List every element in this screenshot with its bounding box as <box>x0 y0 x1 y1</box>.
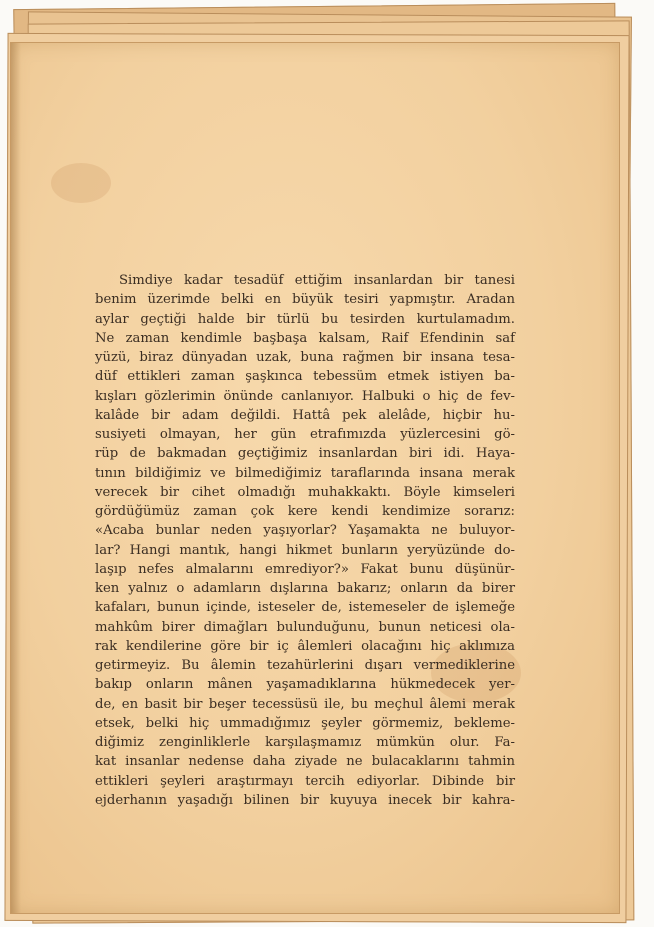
text-line: laşıp nefes almalarını emrediyor?» Fakat bunu düşünür- <box>95 561 515 577</box>
text-line: getirmeyiz. Bu âlemin tezahürlerini dışarı vermediklerine <box>95 658 515 673</box>
text-line: susiyeti olmayan, her gün etrafımızda yüzlercesini gö- <box>95 427 515 442</box>
text-line: etsek, belki hiç ummadığımız şeyler görmemiz, bekleme- <box>95 715 515 731</box>
text-line: aylar geçtiği halde bir türlü bu tesirden kurtulamadım. <box>95 311 515 327</box>
text-line: ken yalnız o adamların dışlarına bakarız; onların da birer <box>95 581 515 596</box>
text-line: Ne zaman kendimle başbaşa kalsam, Raif Efendinin saf <box>95 330 515 346</box>
text-line: mahkûm birer dimağları bulunduğunu, bunun neticesi ola- <box>95 619 515 635</box>
text-line: Simdiye kadar tesadüf ettiğim insanlardan bir tanesi <box>119 273 515 288</box>
text-line: lar? Hangi mantık, hangi hikmet bunların yeryüzünde do- <box>95 542 515 558</box>
text-line: ettikleri şeyleri araştırmayı tercih ediyorlar. Dibinde bir <box>95 773 515 789</box>
book-page <box>10 42 620 914</box>
text-line: «Acaba bunlar neden yaşıyorlar? Yaşamakta ne buluyor- <box>95 523 515 539</box>
text-line: bakıp onların mânen yaşamadıklarına hükmedecek yer- <box>95 677 515 693</box>
text-line: düf ettikleri zaman şaşkınca tebessüm etmek istiyen ba- <box>95 369 515 385</box>
text-line: kışları gözlerimin önünde canlanıyor. Halbuki o hiç de fev- <box>95 388 515 404</box>
text-line: kalâde bir adam değildi. Hattâ pek alelâde, hiçbir hu- <box>95 407 515 423</box>
text-line: de, en basit bir beşer tecessüsü ile, bu meçhul âlemi merak <box>95 696 515 712</box>
body-text <box>95 271 515 810</box>
text-line: diğimiz zenginliklerle karşılaşmamız mümkün olur. Fa- <box>95 735 515 750</box>
text-line: kat insanlar nedense daha ziyade ne bulacaklarını tahmin <box>95 754 515 770</box>
paper-stain <box>51 163 111 203</box>
text-line: gördüğümüz zaman çok kere kendi kendimize sorarız: <box>95 504 515 519</box>
text-line: rüp de bakmadan geçtiğimiz insanlardan biri idi. Haya- <box>95 446 515 462</box>
text-line: tının bildiğimiz ve bilmediğimiz taraflarında insana merak <box>95 465 515 481</box>
text-line: yüzü, biraz dünyadan uzak, buna rağmen bir insana tesa- <box>95 350 515 365</box>
text-line: kafaları, bunun içinde, isteseler de, istemeseler de işlemeğe <box>95 600 515 616</box>
text-line: ejderhanın yaşadığı bilinen bir kuyuya inecek bir kahra- <box>95 792 515 808</box>
text-line: benim üzerimde belki en büyük tesiri yapmıştır. Aradan <box>95 292 515 308</box>
text-line: verecek bir cihet olmadığı muhakkaktı. Böyle kimseleri <box>95 484 515 500</box>
page-gutter-shadow <box>11 43 21 913</box>
text-line: rak kendilerine göre bir iç âlemleri olacağını hiç aklımıza <box>95 638 515 654</box>
